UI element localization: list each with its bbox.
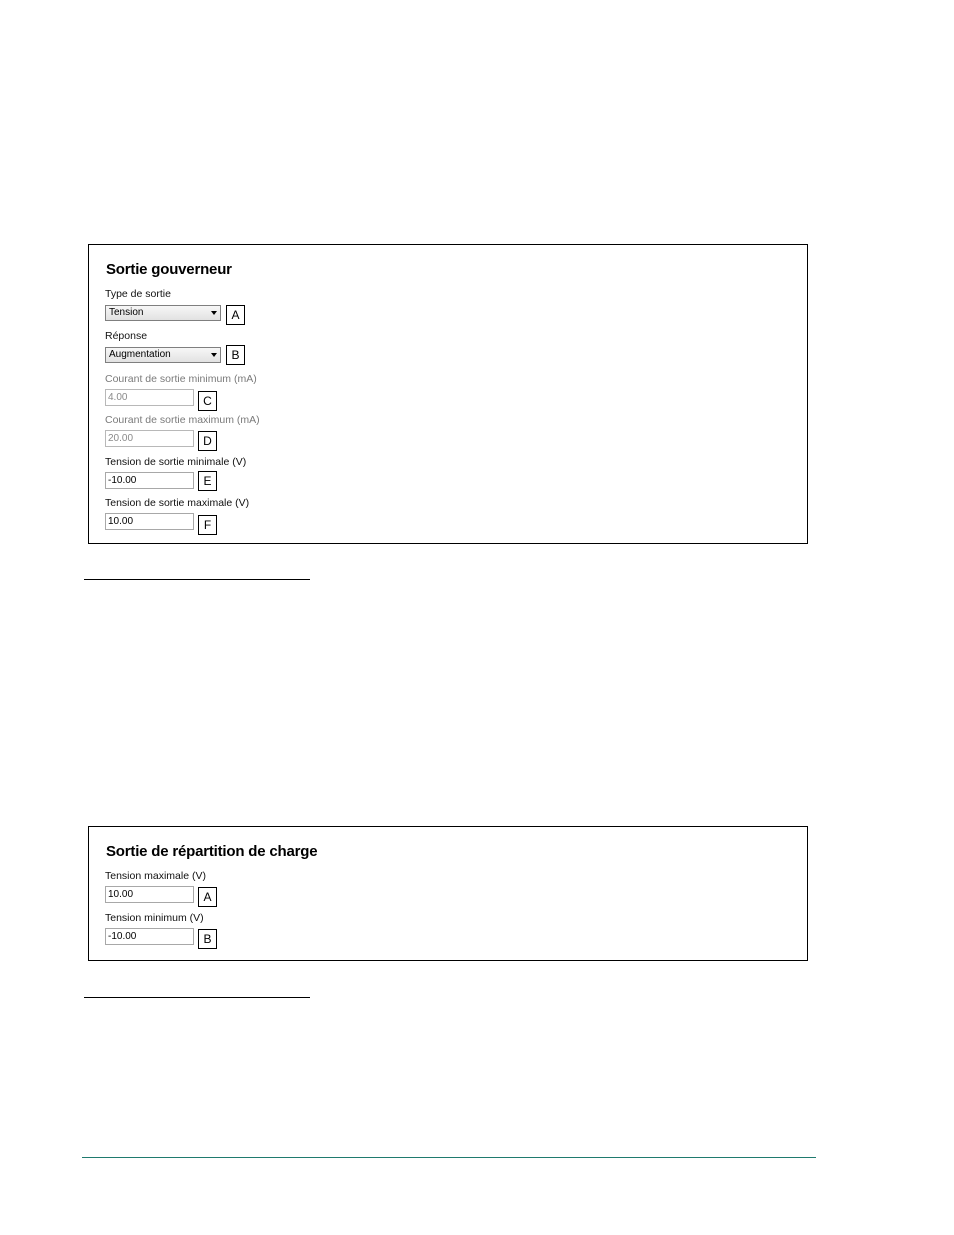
min-voltage-input[interactable]: -10.00 — [105, 928, 194, 945]
load-share-output-panel — [88, 826, 808, 961]
max-current-label: Courant de sortie maximum (mA) — [105, 414, 260, 426]
min-voltage-input[interactable]: -10.00 — [105, 472, 194, 489]
callout-e: E — [198, 471, 217, 491]
max-voltage-input[interactable]: 10.00 — [105, 513, 194, 530]
min-current-label: Courant de sortie minimum (mA) — [105, 373, 257, 385]
output-type-value: Tension — [109, 307, 144, 318]
max-voltage-label: Tension de sortie maximale (V) — [105, 497, 250, 509]
min-voltage-label: Tension de sortie minimale (V) — [105, 456, 247, 468]
callout-c: C — [198, 391, 217, 411]
panel-title: Sortie gouverneur — [106, 261, 232, 278]
governor-output-panel — [88, 244, 808, 544]
callout-f: F — [198, 515, 217, 535]
chevron-down-icon — [211, 311, 217, 315]
section-divider — [84, 997, 310, 998]
callout-b: B — [198, 929, 217, 949]
min-current-input[interactable]: 4.00 — [105, 389, 194, 406]
panel-title: Sortie de répartition de charge — [106, 843, 318, 860]
response-select[interactable] — [105, 347, 221, 363]
max-voltage-label: Tension maximale (V) — [105, 870, 206, 882]
max-voltage-input[interactable]: 10.00 — [105, 886, 194, 903]
section-divider — [84, 579, 310, 580]
callout-a: A — [226, 305, 245, 325]
output-type-select[interactable] — [105, 305, 221, 321]
min-voltage-label: Tension minimum (V) — [105, 912, 204, 924]
callout-d: D — [198, 431, 217, 451]
footer-rule — [82, 1157, 816, 1158]
callout-b: B — [226, 345, 245, 365]
response-value: Augmentation — [109, 349, 171, 360]
max-current-input[interactable]: 20.00 — [105, 430, 194, 447]
response-label: Réponse — [105, 330, 148, 342]
callout-a: A — [198, 887, 217, 907]
chevron-down-icon — [211, 353, 217, 357]
output-type-label: Type de sortie — [105, 288, 171, 300]
